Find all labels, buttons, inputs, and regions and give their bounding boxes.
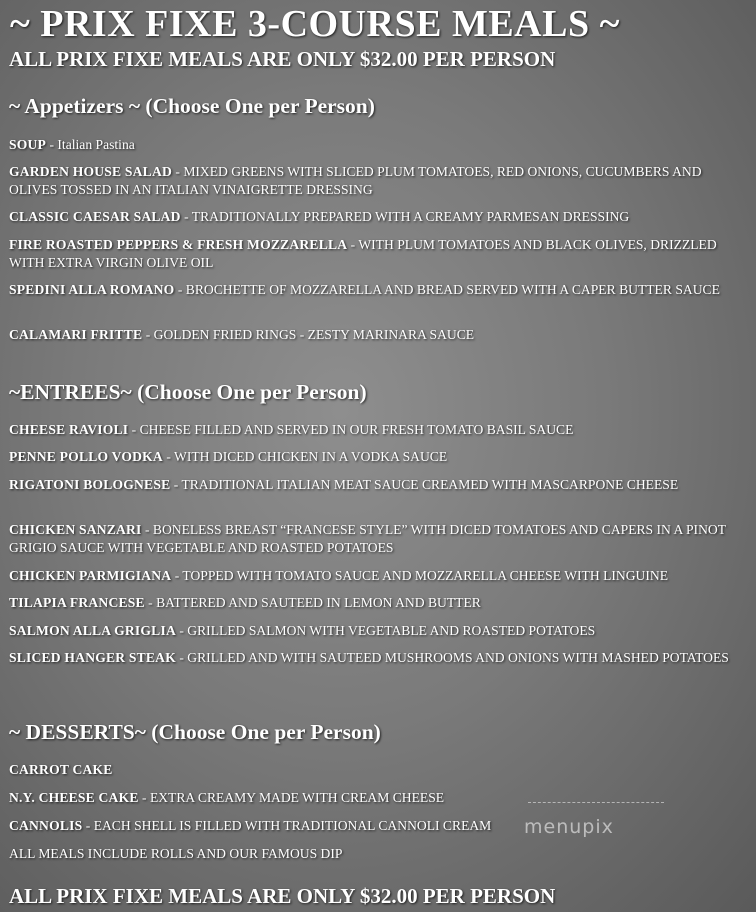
menu-item — [9, 567, 749, 585]
item-name: FIRE ROASTED PEPPERS & FRESH MOZZARELLA — [9, 237, 348, 252]
menu-item — [9, 761, 749, 779]
menu-item — [9, 236, 749, 272]
item-description: BATTERED AND SAUTEED IN LEMON AND BUTTER — [156, 595, 481, 610]
item-description: TRADITIONAL ITALIAN MEAT SAUCE CREAMED WITH MASCARPONE CHEESE — [181, 477, 679, 492]
item-separator: - — [144, 595, 157, 610]
item-description: BROCHETTE OF MOZZARELLA AND BREAD SERVED WITH A CAPER BUTTER SAUCE — [185, 282, 720, 297]
menu-item — [9, 594, 749, 612]
item-separator: - — [175, 650, 188, 665]
meals-include-note: ALL MEALS INCLUDE ROLLS AND OUR FAMOUS DIP — [9, 846, 343, 861]
item-separator: - — [162, 449, 175, 464]
item-description: WITH DICED CHICKEN IN A VODKA SAUCE — [174, 449, 448, 464]
item-name: CARROT CAKE — [9, 762, 113, 777]
item-separator: - — [170, 477, 182, 492]
item-description: GRILLED SALMON WITH VEGETABLE AND ROASTED POTATOES — [187, 623, 596, 638]
item-name: CHICKEN SANZARI — [9, 522, 142, 537]
item-separator: - — [142, 327, 154, 342]
item-name: CALAMARI FRITTE — [9, 327, 143, 342]
menu-item — [9, 521, 749, 557]
item-separator: - — [138, 790, 150, 805]
item-separator: - — [128, 422, 140, 437]
item-name: TILAPIA FRANCESE — [9, 595, 145, 610]
item-name: SALMON ALLA GRIGLIA — [9, 623, 176, 638]
menu-item — [9, 281, 749, 299]
item-name: SOUP — [9, 137, 47, 152]
item-description: BONELESS BREAST “FRANCESE STYLE” WITH DICED TOMATOES AND CAPERS IN A PINOT GRIGIO SAUCE WITH VEGETABLE AND ROASTED POTATOES — [9, 522, 726, 555]
menu-item — [9, 326, 749, 344]
item-name: SLICED HANGER STEAK — [9, 650, 176, 665]
menu-item — [9, 421, 749, 439]
item-name: CANNOLIS — [9, 818, 83, 833]
item-name: CLASSIC CAESAR SALAD — [9, 209, 181, 224]
menu-item — [9, 649, 749, 667]
item-name: RIGATONI BOLOGNESE — [9, 477, 171, 492]
item-separator: - — [46, 137, 58, 152]
menu-item — [9, 208, 749, 226]
item-name: PENNE POLLO VODKA — [9, 449, 163, 464]
item-name: GARDEN HOUSE SALAD — [9, 164, 172, 179]
price-footer: ALL PRIX FIXE MEALS ARE ONLY $32.00 PER PERSON — [9, 884, 556, 908]
watermark-text: menupix — [524, 816, 614, 838]
desserts-heading: ~ DESSERTS~ (Choose One per Person) — [9, 720, 381, 744]
item-description: TRADITIONALLY PREPARED WITH A CREAMY PARMESAN DRESSING — [191, 209, 630, 224]
item-name: N.Y. CHEESE CAKE — [9, 790, 139, 805]
menu-item — [9, 622, 749, 640]
item-description: TOPPED WITH TOMATO SAUCE AND MOZZARELLA CHEESE WITH LINGUINE — [182, 568, 668, 583]
appetizers-heading: ~ Appetizers ~ (Choose One per Person) — [9, 94, 375, 118]
item-separator: - — [175, 623, 188, 638]
item-description: Italian Pastina — [57, 137, 135, 152]
menu-item — [9, 448, 749, 466]
item-separator: - — [180, 209, 192, 224]
menu-item — [9, 476, 749, 494]
item-description: EXTRA CREAMY MADE WITH CREAM CHEESE — [149, 790, 445, 805]
item-description: WITH PLUM TOMATOES AND BLACK OLIVES, DRIZZLED WITH EXTRA VIRGIN OLIVE OIL — [9, 237, 717, 270]
watermark-dash-line — [528, 802, 664, 803]
item-separator: - — [171, 164, 184, 179]
item-description: GOLDEN FRIED RINGS - ZESTY MARINARA SAUCE — [153, 327, 475, 342]
price-subtitle: ALL PRIX FIXE MEALS ARE ONLY $32.00 PER PERSON — [9, 47, 556, 71]
item-name: CHEESE RAVIOLI — [9, 422, 129, 437]
item-separator: - — [82, 818, 94, 833]
item-description: EACH SHELL IS FILLED WITH TRADITIONAL CANNOLI CREAM — [93, 818, 492, 833]
menupix-watermark — [516, 802, 676, 850]
item-description: CHEESE FILLED AND SERVED IN OUR FRESH TOMATO BASIL SAUCE — [139, 422, 574, 437]
item-description: GRILLED AND WITH SAUTEED MUSHROOMS AND ONIONS WITH MASHED POTATOES — [187, 650, 729, 665]
item-description: MIXED GREENS WITH SLICED PLUM TOMATOES, RED ONIONS, CUCUMBERS AND OLIVES TOSSED IN AN ITALIAN VINAIGRETTE DRESSING — [9, 164, 702, 197]
item-separator: - — [171, 568, 183, 583]
menu-item — [9, 136, 749, 154]
item-separator: - — [141, 522, 153, 537]
item-separator: - — [174, 282, 186, 297]
entrees-heading: ~ENTREES~ (Choose One per Person) — [9, 380, 367, 404]
item-name: CHICKEN PARMIGIANA — [9, 568, 172, 583]
item-separator: - — [347, 237, 359, 252]
menu-item — [9, 163, 749, 199]
menu-title: ~ PRIX FIXE 3-COURSE MEALS ~ — [10, 3, 620, 45]
item-name: SPEDINI ALLA ROMANO — [9, 282, 175, 297]
